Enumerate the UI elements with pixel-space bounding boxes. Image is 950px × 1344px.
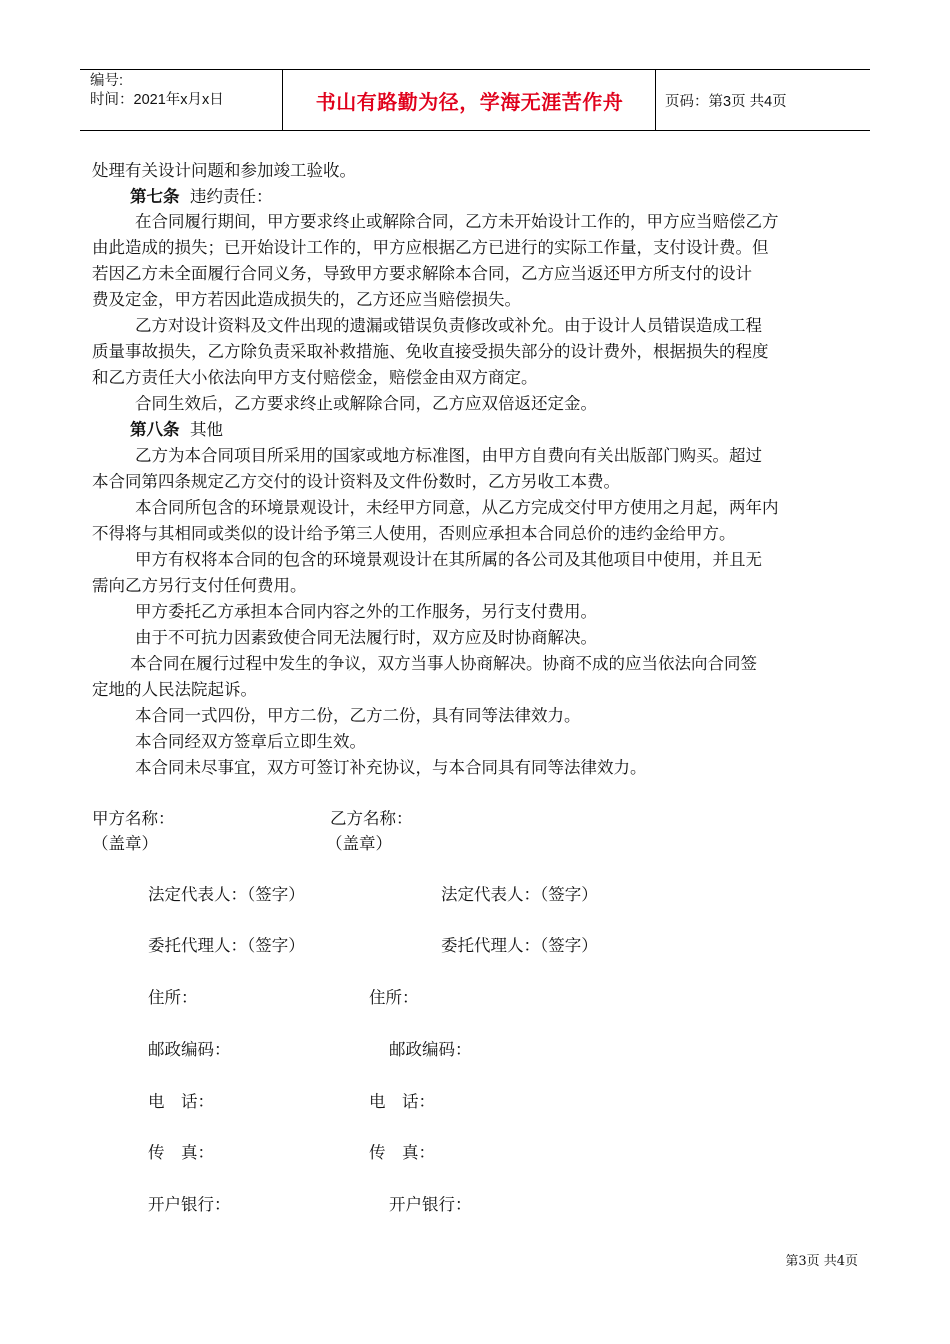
body-line: 乙方对设计资料及文件出现的遗漏或错误负责修改或补允。由于设计人员错误造成工程 [135, 316, 762, 335]
body-line: 定地的人民法院起诉。 [92, 680, 257, 699]
body-line: 乙方为本合同项目所采用的国家或地方标准图，由甲方自费向有关出版部门购买。超过 [135, 446, 762, 465]
document-header [80, 69, 870, 131]
header-meta [90, 72, 224, 110]
body-line: 本合同所包含的环境景观设计，未经甲方同意，从乙方完成交付甲方使用之月起，两年内 [135, 498, 779, 517]
body-line: 本合同未尽事宜，双方可签订补充协议，与本合同具有同等法律效力。 [135, 758, 647, 777]
party-a-legal-rep: 法定代表人：（签字） [148, 885, 305, 904]
body-line: 甲方委托乙方承担本合同内容之外的工作服务，另行支付费用。 [135, 602, 597, 621]
body-line: 甲方有权将本合同的包含的环境景观设计在其所属的各公司及其他项目中使用，并且无 [135, 550, 762, 569]
party-b-agent: 委托代理人：（签字） [441, 936, 598, 955]
party-a-fax: 传 真： [148, 1143, 214, 1162]
header-page-number: 页码：第3页 共4页 [665, 94, 787, 110]
document-time: 时间：2021年x月x日 [90, 92, 224, 108]
body-line: 需向乙方另行支付任何费用。 [92, 576, 307, 595]
party-b-fax: 传 真： [369, 1143, 435, 1162]
party-b-seal: （盖章） [326, 834, 392, 853]
article-title: 违约责任： [190, 187, 273, 206]
party-a-address: 住所： [148, 988, 198, 1007]
page-footer: 第3页 共4页 [785, 1254, 858, 1269]
party-b-phone: 电 话： [369, 1092, 435, 1111]
party-a-seal: （盖章） [92, 834, 158, 853]
body-line: 费及定金，甲方若因此造成损失的，乙方还应当赔偿损失。 [92, 290, 521, 309]
article-title: 其他 [190, 420, 223, 439]
document-number: 编号: [90, 73, 124, 89]
body-line: 由于不可抗力因素致使合同无法履行时，双方应及时协商解决。 [135, 628, 597, 647]
article-8-heading [130, 420, 223, 440]
party-b-legal-rep: 法定代表人：（签字） [441, 885, 598, 904]
body-line: 在合同履行期间，甲方要求终止或解除合同，乙方未开始设计工作的，甲方应当赔偿乙方 [135, 212, 779, 231]
body-line: 合同生效后，乙方要求终止或解除合同，乙方应双倍返还定金。 [135, 394, 597, 413]
party-a-name-label: 甲方名称： [92, 809, 175, 828]
body-line: 处理有关设计问题和参加竣工验收。 [92, 161, 356, 180]
body-line: 不得将与其相同或类似的设计给予第三人使用，否则应承担本合同总价的违约金给甲方。 [92, 524, 736, 543]
body-line: 若因乙方未全面履行合同义务，导致甲方要求解除本合同，乙方应当返还甲方所支付的设计 [92, 264, 752, 283]
party-a-agent: 委托代理人：（签字） [148, 936, 305, 955]
party-b-name-label: 乙方名称： [330, 809, 413, 828]
party-a-bank: 开户银行： [148, 1195, 231, 1214]
party-a-postcode: 邮政编码： [148, 1040, 231, 1059]
party-b-bank: 开户银行： [389, 1195, 472, 1214]
article-number: 第七条 [130, 187, 180, 206]
body-line: 质量事故损失，乙方除负责采取补救措施、免收直接受损失部分的设计费外，根据损失的程度 [92, 342, 769, 361]
body-line: 由此造成的损失；已开始设计工作的，甲方应根据乙方已进行的实际工作量，支付设计费。但 [92, 238, 769, 257]
party-a-phone: 电 话： [148, 1092, 214, 1111]
article-7-heading [130, 187, 273, 207]
body-line: 本合同经双方签章后立即生效。 [135, 732, 366, 751]
party-b-postcode: 邮政编码： [389, 1040, 472, 1059]
body-line: 和乙方责任大小依法向甲方支付赔偿金，赔偿金由双方商定。 [92, 368, 538, 387]
body-line: 本合同一式四份，甲方二份，乙方二份，具有同等法律效力。 [135, 706, 581, 725]
party-b-address: 住所： [369, 988, 419, 1007]
article-number: 第八条 [130, 420, 180, 439]
body-line: 本合同第四条规定乙方交付的设计资料及文件份数时，乙方另收工本费。 [92, 472, 620, 491]
body-line: 本合同在履行过程中发生的争议，双方当事人协商解决。协商不成的应当依法向合同签 [130, 654, 757, 673]
header-motto: 书山有路勤为径，学海无涯苦作舟 [315, 90, 624, 114]
